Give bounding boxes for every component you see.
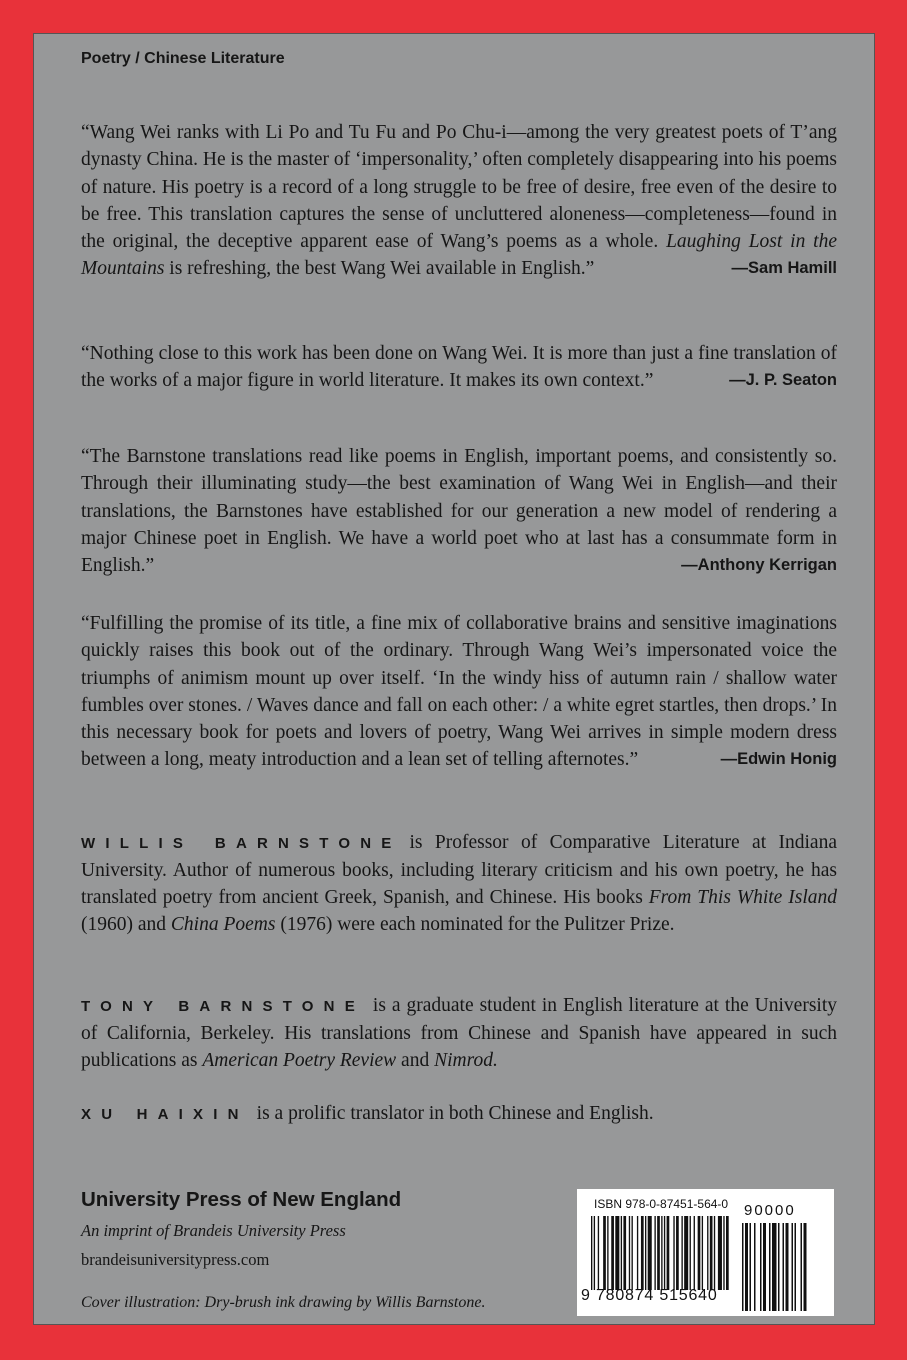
bio-2-title-1: American Poetry Review — [202, 1050, 397, 1071]
barcode-bar — [615, 1216, 619, 1290]
review-quote-4 — [81, 610, 837, 774]
bio-1-text-1: is Professor of Comparative Literature at Indiana University. Author of numerous books, including literary criticism and his own poetry, he has translated poetry from ancient Greek, Spanish, and Chinese. His books — [81, 832, 837, 908]
barcode-bar — [769, 1223, 771, 1311]
barcode-bar — [760, 1223, 762, 1311]
barcode-bar — [690, 1216, 691, 1290]
barcode-bar — [684, 1216, 688, 1290]
quote-1-title: Laughing Lost in the Mountains — [81, 231, 838, 280]
barcode-bar — [641, 1216, 644, 1290]
bio-3-text-1: is a prolific translator in both Chinese and English. — [256, 1103, 654, 1124]
back-cover-panel — [33, 33, 875, 1325]
quote-3-attribution: —Anthony Kerrigan — [681, 556, 837, 575]
barcode-bar — [632, 1216, 633, 1290]
barcode-bar — [598, 1216, 599, 1290]
barcode-bar — [795, 1223, 797, 1311]
review-quote-2 — [81, 340, 837, 395]
price-code: 90000 — [744, 1202, 796, 1219]
barcode-bar — [654, 1216, 655, 1290]
barcode-bar — [763, 1223, 766, 1311]
quote-1-text-before: “Wang Wei ranks with Li Po and Tu Fu and Po Chu-i—among the very greatest poets of T’ang dynasty China. He is the master of ‘impersonality,’ often completely disappearing into his poems of nature. His poetry is a record of a long struggle to be free of desire, free even of the desire to be free. This translation captures the sense of uncluttered aloneness—completeness—found in the original, the deceptive apparent ease of Wang’s poems as a whole. — [81, 122, 837, 253]
barcode-bar — [611, 1216, 614, 1290]
barcode-bar — [707, 1216, 708, 1290]
barcode-bar — [801, 1223, 803, 1311]
isbn-barcode — [577, 1189, 834, 1316]
barcode-bar — [745, 1223, 748, 1311]
barcode-bar — [792, 1223, 794, 1311]
barcode-bar — [754, 1223, 756, 1311]
barcode-bar — [726, 1216, 729, 1290]
quote-2-attribution: —J. P. Seaton — [729, 371, 837, 390]
quote-2-text: “Nothing close to this work has been done on Wang Wei. It is more than just a fine translation of the works of a major figure in world literature. It makes its own context.” — [81, 343, 837, 392]
bio-2-text-1: is a graduate student in English literature at the University of California, Berkeley. His translations from Chinese and Spanish have appeared in such publications as — [81, 995, 838, 1071]
barcode-bar — [702, 1216, 703, 1290]
barcode-bar — [750, 1223, 752, 1311]
barcode-bar — [603, 1216, 606, 1290]
barcode-bars — [591, 1216, 729, 1290]
bio-1-name: WILLIS BARNSTONE — [81, 835, 402, 852]
barcode-bar — [594, 1216, 595, 1290]
review-quote-1 — [81, 119, 837, 283]
review-quote-3 — [81, 443, 837, 579]
barcode-bar — [714, 1216, 715, 1290]
publisher-name: University Press of New England — [81, 1188, 402, 1211]
barcode-bar — [676, 1216, 679, 1290]
bio-3-name: XU HAIXIN — [81, 1106, 249, 1123]
quote-1-attribution: —Sam Hamill — [731, 259, 837, 278]
barcode-bar — [804, 1223, 807, 1311]
quote-4-attribution: —Edwin Honig — [720, 750, 837, 769]
bio-2-name: TONY BARNSTONE — [81, 998, 365, 1015]
bio-1-text-2: (1960) and — [81, 914, 171, 935]
barcode-bar — [694, 1216, 695, 1290]
publisher-imprint: An imprint of Brandeis University Press — [81, 1221, 346, 1240]
publisher-url: brandeisuniversitypress.com — [81, 1250, 270, 1269]
barcode-bar — [657, 1216, 660, 1290]
barcode-bar — [623, 1216, 626, 1290]
barcode-bar — [673, 1216, 674, 1290]
barcode-bar — [772, 1223, 777, 1311]
barcode-bar — [645, 1216, 646, 1290]
barcode-bar — [648, 1216, 652, 1290]
bio-1-text-3: (1976) were each nominated for the Pulitzer Prize. — [275, 914, 675, 935]
barcode-bar — [698, 1216, 701, 1290]
barcode-bar — [742, 1223, 744, 1311]
barcode-bar — [710, 1216, 713, 1290]
barcode-bar — [637, 1216, 638, 1290]
barcode-digits: 9 780874 515640 — [581, 1287, 718, 1304]
barcode-bar — [661, 1216, 662, 1290]
bio-tony-barnstone — [81, 992, 837, 1074]
barcode-bar — [778, 1223, 780, 1311]
barcode-bar — [629, 1216, 630, 1290]
barcode-bar — [607, 1216, 608, 1290]
barcode-bar — [621, 1216, 622, 1290]
barcode-bar — [667, 1216, 670, 1290]
quote-1-text-after: is refreshing, the best Wang Wei available in English.” — [164, 258, 595, 280]
bio-xu-haixin — [81, 1100, 837, 1128]
barcode-bar — [718, 1216, 722, 1290]
bio-1-title-1: From This White Island — [648, 887, 837, 908]
bio-willis-barnstone — [81, 829, 837, 938]
barcode-bar — [783, 1223, 785, 1311]
barcode-bar — [664, 1216, 665, 1290]
price-barcode-bars — [742, 1223, 816, 1311]
bio-2-title-2: Nimrod. — [434, 1050, 498, 1071]
isbn-label: ISBN 978-0-87451-564-0 — [594, 1197, 729, 1211]
barcode-bar — [681, 1216, 682, 1290]
category-label: Poetry / Chinese Literature — [81, 50, 285, 67]
cover-credit: Cover illustration: Dry-brush ink drawing by Willis Barnstone. — [81, 1294, 486, 1311]
bio-1-title-2: China Poems — [170, 914, 276, 935]
bio-2-text-2: and — [396, 1050, 435, 1071]
quote-3-text: “The Barnstone translations read like poems in English, important poems, and consistently so. Through their illuminating study—the best examination of Wang Wei in English—and their translations, the Barnstones have established for our generation a new model of rendering a major Chinese poet in English. We have a world poet who at last has a consummate form in English.” — [81, 446, 837, 577]
barcode-bar — [723, 1216, 724, 1290]
quote-4-text: “Fulfilling the promise of its title, a fine mix of collaborative brains and sensitive imaginations quickly raises this book out of the ordinary. Through Wang Wei’s impersonated voice the triumphs of animism mount up over itself. ‘In the windy hiss of autumn rain / shallow water fumbles over stones. / Waves dance and fall on each other: / a white egret startles, then drops.’ In this necessary book for poets and lovers of poetry, Wang Wei arrives in simple modern dress between a long, meaty introduction and a lean set of telling afternotes.” — [81, 613, 837, 771]
barcode-bar — [786, 1223, 789, 1311]
barcode-bar — [591, 1216, 592, 1290]
